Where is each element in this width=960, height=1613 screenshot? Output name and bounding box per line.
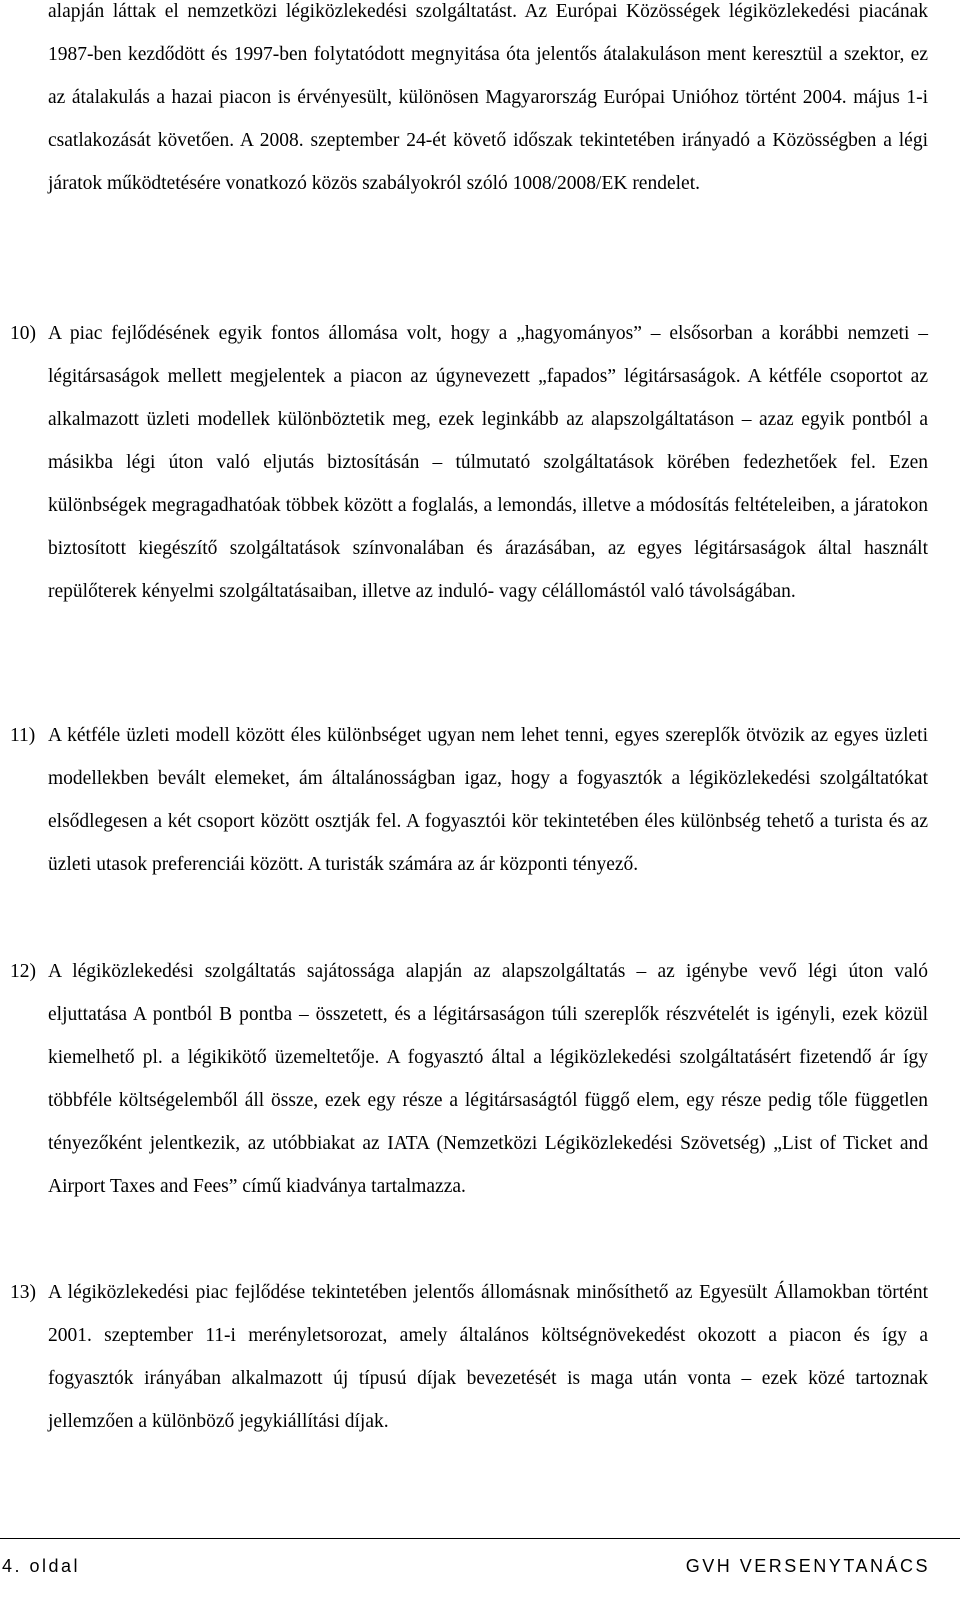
- paragraph-number: 12): [10, 961, 36, 982]
- footer-divider: [0, 1538, 960, 1539]
- paragraph-text: A kétféle üzleti modell között éles különbséget ugyan nem lehet tenni, egyes szereplők ötvözik az egyes üzleti modellekben bevált elemeket, ám általánosságban igaz, hogy a fogyasztók a légiközlekedési szolgáltatókat elsődlegesen a két csoport között osztják fel. A fogyasztói kör tekintetében éles különbség tehető a turista és az üzleti utasok preferenciái között. A turisták számára az ár központi tényező.: [48, 725, 928, 875]
- paragraph-number: 11): [10, 725, 36, 746]
- paragraph-text: A légiközlekedési piac fejlődése tekintetében jelentős állomásnak minősíthető az Egyesült Államokban történt 2001. szeptember 11-i merényletsorozat, amely általános költségnövekedést okozott a piacon és így a fogyasztók irányában alkalmazott új típusú díjak bevezetését is maga után vonta – ezek közé tartoznak jellemzően a különböző jegykiállítási díjak.: [48, 1282, 928, 1432]
- paragraph-text: A piac fejlődésének egyik fontos állomása volt, hogy a „hagyományos” – elsősorban a korábbi nemzeti – légitársaságok mellett megjelentek a piacon az úgynevezett „fapados” légitársaságok. A kétféle csoportot az alkalmazott üzleti modellek különböztetik meg, ezek leginkább az alapszolgáltatáson – azaz egyik pontból a másikba légi úton való eljutás biztosításán – túlmutató szolgáltatások körében fedezhetőek fel. Ezen különbségek megragadhatóak többek között a foglalás, a lemondás, illetve a módosítás feltételeiben, a járatokon biztosított kiegészítő szolgáltatások színvonalában és árazásában, az egyes légitársaságok által használt repülőterek kényelmi szolgáltatásaiban, illetve az induló- vagy célállomástól való távolságában.: [48, 323, 928, 602]
- footer-organization: GVH VERSENYTANÁCS: [685, 1556, 930, 1576]
- intro-paragraph: alapján láttak el nemzetközi légiközlekedési szolgáltatást. Az Európai Közösségek légiközlekedési piacának 1987-ben kezdődött és 1997-ben folytatódott megnyitása óta jelentős átalakuláson ment keresztül a szektor, ez az átalakulás a hazai piacon is érvényesült, különösen Magyarország Európai Unióhoz történt 2004. május 1-i csatlakozását követően. A 2008. szeptember 24-ét követő időszak tekintetében irányadó a Közösségben a légi járatok működtetésére vonatkozó közös szabályokról szóló 1008/2008/EK rendelet.: [48, 1, 928, 194]
- paragraph-number: 10): [10, 323, 36, 344]
- page-number: 4. oldal: [2, 1556, 81, 1576]
- paragraph-text: A légiközlekedési szolgáltatás sajátossága alapján az alapszolgáltatás – az igénybe vevő légi úton való eljuttatása A pontból B pontba – összetett, és a légitársaságon túli szereplők részvételét is igényli, ezek közül kiemelhető pl. a légikikötő üzemeltetője. A fogyasztó által a légiközlekedési szolgáltatásért fizetendő ár így többféle költségelemből áll össze, ezek egy része a légitársaságtól függő elem, egy része pedig tőle független tényezőként jelentkezik, az utóbbiakat az IATA (Nemzetközi Légiközlekedési Szövetség) „List of Ticket and Airport Taxes and Fees” című kiadványa tartalmazza.: [48, 961, 928, 1197]
- page-footer: [0, 1556, 960, 1586]
- paragraph-number: 13): [10, 1282, 36, 1303]
